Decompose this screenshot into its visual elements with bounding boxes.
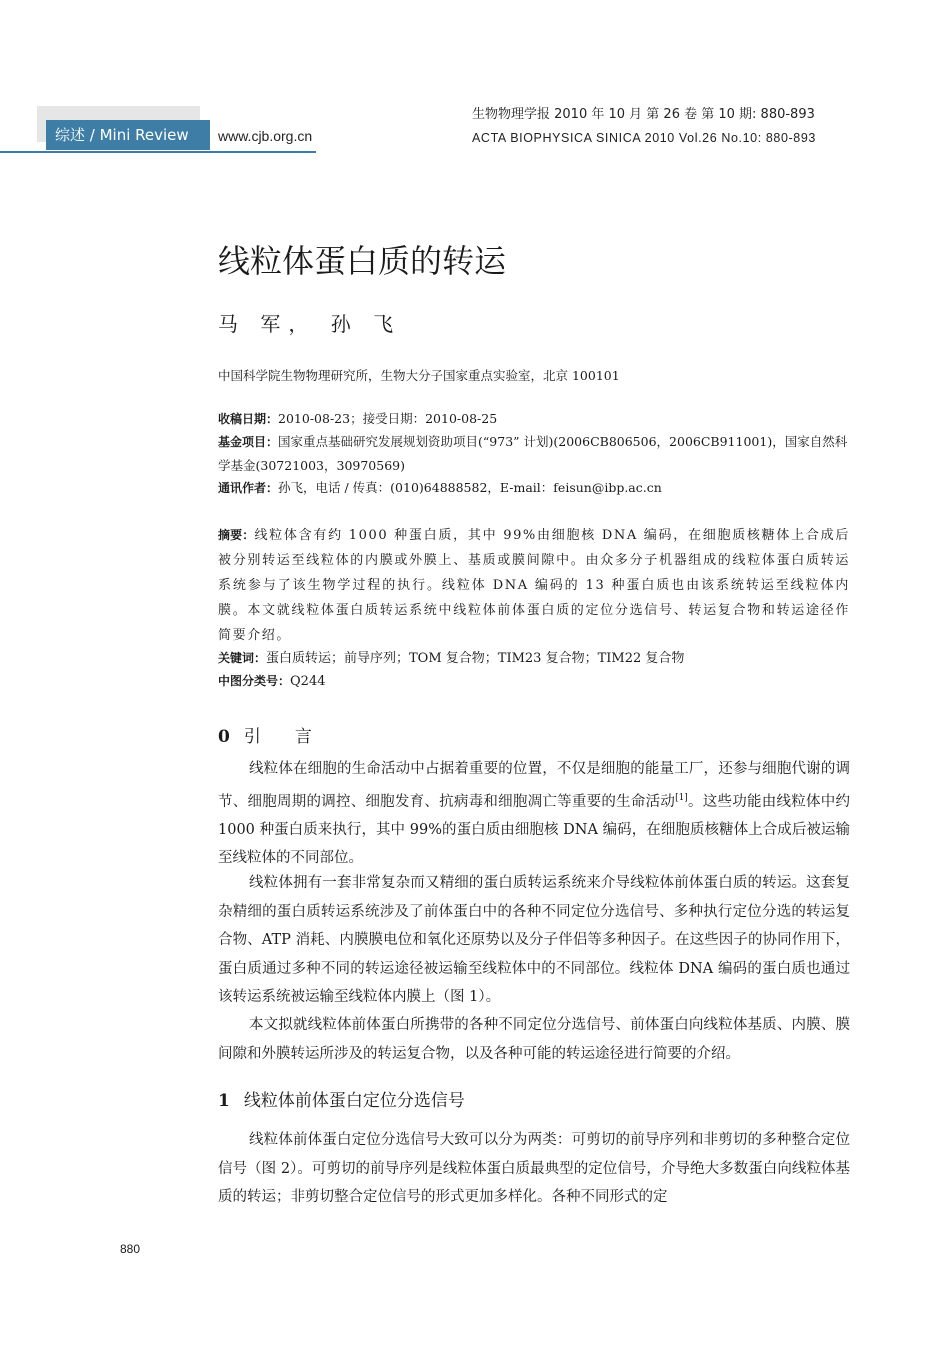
abstract-label: 摘要： (218, 528, 255, 542)
paragraph-text: 线粒体在细胞的生命活动中占据着重要的位置，不仅是细胞的能量工厂，还参与细胞代谢的调节、细胞周期的调控、细胞发育、抗病毒和细胞凋亡等重要的生命活动 (218, 761, 850, 810)
section-label-badge: 综述 / Mini Review (46, 120, 210, 150)
clc-value: Q244 (290, 674, 326, 689)
intro-paragraph-2: 线粒体拥有一套非常复杂而又精细的蛋白质转运系统来介导线粒体前体蛋白质的转运。这套复杂精细的蛋白质转运系统涉及了前体蛋白中的各种不同定位分选信号、多种执行定位分选的转运复合物、ATP 消耗、内膜膜电位和氧化还原势以及分子伴侣等多种因子。在这些因子的协同作用下，蛋白质通过多种不同的转运途径被运输至线粒体中的不同部位。线粒体 DNA 编码的蛋白质也通过该转运系统被运输至线粒体内膜上（图 1）。 (218, 875, 850, 1005)
funding (218, 430, 850, 477)
keywords-value: 蛋白质转运；前导序列；TOM 复合物；TIM23 复合物；TIM22 复合物 (266, 651, 685, 666)
keywords-label: 关键词： (218, 651, 267, 665)
received-label: 收稿日期： (218, 412, 279, 426)
keywords (218, 647, 684, 666)
header-rule (0, 151, 316, 153)
paragraph-text-tail: 。这些功能由线粒体中约 1000 种蛋白质来执行，其中 99%的蛋白质由细胞核 DNA 编码，在细胞质核糖体上合成后被运输至线粒体的不同部位。 (218, 793, 850, 867)
section-number: 1 (218, 1091, 230, 1111)
section-heading-signals (218, 1086, 465, 1111)
fund-value: 国家重点基础研究发展规划资助项目(“973” 计划)(2006CB806506，2006CB911001)，国家自然科学基金(30721003，30970569) (218, 434, 848, 473)
corresponding-author (218, 476, 850, 500)
section-heading-intro (218, 722, 312, 747)
citation-ref[interactable]: [1] (675, 792, 688, 803)
section-title: 引 言 (243, 727, 312, 747)
abstract-text: 线粒体含有约 1000 种蛋白质，其中 99%由细胞核 DNA 编码，在细胞质核糖体上合成后被分别转运至线粒体的内膜或外膜上、基质或膜间隙中。由众多分子机器组成的线粒体蛋白质转运系统参与了该生物学过程的执行。线粒体 DNA 编码的 13 种蛋白质也由该系统转运至线粒体内膜。本文就线粒体蛋白质转运系统中线粒体前体蛋白质的定位分选信号、转运复合物和转运途径作简要介绍。 (218, 528, 850, 643)
intro-paragraph-1 (218, 755, 850, 873)
clc-label: 中图分类号： (218, 674, 291, 688)
page-number: 880 (120, 1242, 141, 1256)
corr-label: 通讯作者： (218, 481, 279, 495)
received-dates (218, 407, 850, 431)
signals-paragraph-1: 线粒体前体蛋白定位分选信号大致可以分为两类：可剪切的前导序列和非剪切的多种整合定位信号（图 2）。可剪切的前导序列是线粒体蛋白质最典型的定位信号，介导绝大多数蛋白向线粒体基质的转运；非剪切整合定位信号的形式更加多样化。各种不同形式的定 (218, 1132, 850, 1205)
section-title: 线粒体前体蛋白定位分选信号 (243, 1091, 465, 1111)
journal-citation-cn: 生物物理学报 2010 年 10 月 第 26 卷 第 10 期: 880-893 (472, 107, 815, 122)
fund-label: 基金项目： (218, 435, 279, 449)
received-value: 2010-08-23；接受日期：2010-08-25 (278, 411, 498, 426)
abstract (218, 523, 850, 648)
intro-paragraph-3: 本文拟就线粒体前体蛋白所携带的各种不同定位分选信号、前体蛋白向线粒体基质、内膜、膜间隙和外膜转运所涉及的转运复合物，以及各种可能的转运途径进行简要的介绍。 (218, 1017, 850, 1062)
article-title: 线粒体蛋白质的转运 (218, 242, 507, 280)
article-authors: 马 军， 孙 飞 (218, 312, 402, 336)
author-affiliation: 中国科学院生物物理研究所，生物大分子国家重点实验室，北京 100101 (218, 368, 620, 383)
classification (218, 672, 326, 689)
corr-value: 孙飞，电话 / 传真：(010)64888582，E-mail：feisun@ibp.ac.cn (278, 480, 662, 495)
journal-citation-en: ACTA BIOPHYSICA SINICA 2010 Vol.26 No.10: 880-893 (472, 131, 816, 145)
section-number: 0 (218, 727, 230, 747)
journal-website[interactable]: www.cjb.org.cn (218, 128, 313, 144)
